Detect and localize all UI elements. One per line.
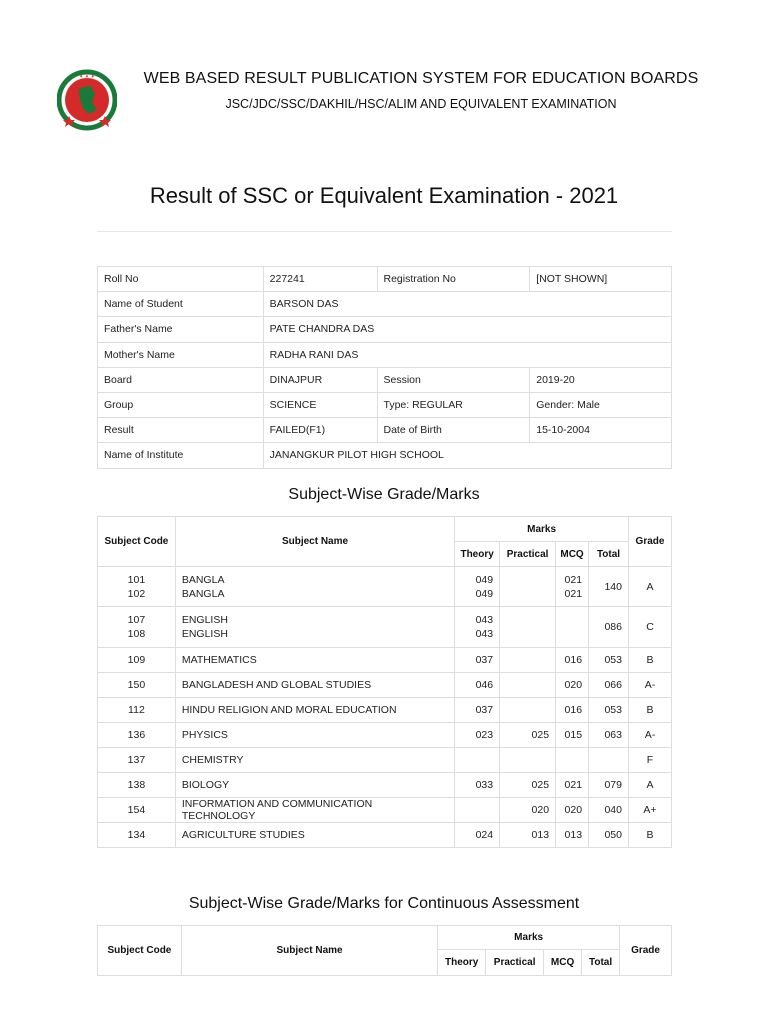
mcq-mark: 021 bbox=[564, 587, 583, 600]
header-practical: Practical bbox=[486, 950, 544, 976]
subject-name-cell bbox=[175, 567, 454, 607]
subject-code: 134 bbox=[98, 823, 176, 848]
total-mark: 040 bbox=[589, 798, 629, 823]
header-mcq: MCQ bbox=[556, 542, 589, 567]
grade-value: B bbox=[629, 823, 672, 848]
grade-value: F bbox=[629, 748, 672, 773]
table-row bbox=[98, 673, 672, 698]
mcq-mark bbox=[556, 748, 589, 773]
table-row bbox=[98, 443, 672, 468]
grades-table bbox=[97, 516, 672, 848]
table-row bbox=[98, 567, 672, 607]
student-name-label: Name of Student bbox=[98, 292, 264, 317]
theory-mark: 037 bbox=[455, 648, 500, 673]
group-label: Group bbox=[98, 392, 264, 417]
grade-value: C bbox=[629, 607, 672, 648]
father-name-label: Father's Name bbox=[98, 317, 264, 342]
table-row bbox=[98, 823, 672, 848]
subject-code: 101 bbox=[127, 573, 146, 586]
subject-name: INFORMATION AND COMMUNICATION TECHNOLOGY bbox=[175, 798, 454, 823]
table-row bbox=[98, 748, 672, 773]
dob-label: Date of Birth bbox=[377, 418, 530, 443]
total-mark: 140 bbox=[589, 567, 629, 607]
table-row bbox=[98, 418, 672, 443]
header-total: Total bbox=[582, 950, 620, 976]
board-value: DINAJPUR bbox=[263, 367, 377, 392]
subject-name: HINDU RELIGION AND MORAL EDUCATION bbox=[175, 698, 454, 723]
subject-code-cell bbox=[98, 607, 176, 648]
practical-mark: 020 bbox=[500, 798, 556, 823]
header-grade: Grade bbox=[620, 926, 672, 976]
table-row bbox=[98, 392, 672, 417]
table-row bbox=[98, 723, 672, 748]
subject-code: 137 bbox=[98, 748, 176, 773]
practical-mark bbox=[500, 567, 556, 607]
subject-name: BANGLADESH AND GLOBAL STUDIES bbox=[175, 673, 454, 698]
theory-cell bbox=[455, 607, 500, 648]
mcq-mark: 020 bbox=[556, 798, 589, 823]
total-mark bbox=[589, 748, 629, 773]
header-subject-name: Subject Name bbox=[181, 926, 437, 976]
practical-mark bbox=[500, 748, 556, 773]
subject-name: AGRICULTURE STUDIES bbox=[175, 823, 454, 848]
table-row bbox=[98, 698, 672, 723]
practical-mark bbox=[500, 648, 556, 673]
theory-mark: 043 bbox=[475, 628, 494, 640]
total-mark: 086 bbox=[589, 607, 629, 648]
subject-name-cell bbox=[175, 607, 454, 648]
student-info-table bbox=[97, 266, 672, 469]
page-title: Result of SSC or Equivalent Examination - 2021 bbox=[149, 183, 619, 208]
theory-mark: 049 bbox=[475, 573, 494, 586]
theory-mark: 049 bbox=[475, 587, 494, 600]
grade-value: A- bbox=[629, 673, 672, 698]
theory-mark bbox=[455, 748, 500, 773]
student-name-value: BARSON DAS bbox=[263, 292, 671, 317]
table-row bbox=[98, 773, 672, 798]
subject-code: 112 bbox=[98, 698, 176, 723]
subject-name: BANGLA bbox=[181, 573, 225, 586]
subject-code: 138 bbox=[98, 773, 176, 798]
total-mark: 063 bbox=[589, 723, 629, 748]
institute-label: Name of Institute bbox=[98, 443, 264, 468]
mcq-mark: 021 bbox=[564, 573, 583, 586]
table-header-row bbox=[98, 517, 672, 542]
subject-name: ENGLISH bbox=[181, 628, 228, 640]
continuous-assessment-table bbox=[97, 925, 672, 976]
practical-mark bbox=[500, 607, 556, 648]
session-value: 2019-20 bbox=[530, 367, 672, 392]
dob-value: 15-10-2004 bbox=[530, 418, 672, 443]
total-mark: 050 bbox=[589, 823, 629, 848]
roll-label: Roll No bbox=[98, 267, 264, 292]
mcq-mark: 013 bbox=[556, 823, 589, 848]
board-label: Board bbox=[98, 367, 264, 392]
practical-mark bbox=[500, 673, 556, 698]
header-marks: Marks bbox=[438, 926, 620, 950]
grade-value: A bbox=[629, 773, 672, 798]
subject-code: 136 bbox=[98, 723, 176, 748]
header-subtitle: JSC/JDC/SSC/DAKHIL/HSC/ALIM AND EQUIVALENT EXAMINATION bbox=[225, 97, 617, 111]
theory-cell bbox=[455, 567, 500, 607]
theory-mark: 043 bbox=[475, 614, 494, 626]
subject-name: BIOLOGY bbox=[175, 773, 454, 798]
practical-mark bbox=[500, 698, 556, 723]
theory-mark: 046 bbox=[455, 673, 500, 698]
subject-name: BANGLA bbox=[181, 587, 225, 600]
theory-mark bbox=[455, 798, 500, 823]
table-row bbox=[98, 292, 672, 317]
ca-section-title: Subject-Wise Grade/Marks for Continuous Assessment bbox=[188, 895, 580, 912]
mcq-cell bbox=[556, 607, 589, 648]
practical-mark: 025 bbox=[500, 723, 556, 748]
header-grade: Grade bbox=[629, 517, 672, 567]
svg-text:✦ ✦ ✦: ✦ ✦ ✦ bbox=[79, 74, 95, 80]
mcq-cell bbox=[556, 567, 589, 607]
header-marks: Marks bbox=[455, 517, 629, 542]
session-label: Session bbox=[377, 367, 530, 392]
registration-value: [NOT SHOWN] bbox=[530, 267, 672, 292]
table-row bbox=[98, 317, 672, 342]
subject-code: 102 bbox=[127, 587, 146, 600]
header-theory: Theory bbox=[438, 950, 486, 976]
practical-mark: 025 bbox=[500, 773, 556, 798]
table-row bbox=[98, 798, 672, 823]
subject-name: PHYSICS bbox=[175, 723, 454, 748]
page-header bbox=[0, 0, 768, 150]
grade-value: B bbox=[629, 648, 672, 673]
theory-mark: 024 bbox=[455, 823, 500, 848]
mother-name-value: RADHA RANI DAS bbox=[263, 342, 671, 367]
mother-name-label: Mother's Name bbox=[98, 342, 264, 367]
grades-section-title: Subject-Wise Grade/Marks bbox=[288, 486, 480, 503]
result-label: Result bbox=[98, 418, 264, 443]
total-mark: 066 bbox=[589, 673, 629, 698]
mcq-mark: 020 bbox=[556, 673, 589, 698]
total-mark: 053 bbox=[589, 648, 629, 673]
subject-name: ENGLISH bbox=[181, 614, 228, 626]
header-subject-code: Subject Code bbox=[98, 926, 182, 976]
table-row bbox=[98, 648, 672, 673]
registration-label: Registration No bbox=[377, 267, 530, 292]
mcq-mark: 016 bbox=[556, 698, 589, 723]
theory-mark: 023 bbox=[455, 723, 500, 748]
subject-code: 108 bbox=[127, 628, 146, 640]
header-practical: Practical bbox=[500, 542, 556, 567]
table-header-row bbox=[98, 926, 672, 950]
table-row bbox=[98, 367, 672, 392]
grade-value: B bbox=[629, 698, 672, 723]
mcq-mark: 015 bbox=[556, 723, 589, 748]
theory-mark: 037 bbox=[455, 698, 500, 723]
grade-value: A+ bbox=[629, 798, 672, 823]
father-name-value: PATE CHANDRA DAS bbox=[263, 317, 671, 342]
government-seal-icon bbox=[57, 66, 117, 138]
divider bbox=[97, 231, 672, 232]
header-subject-code: Subject Code bbox=[98, 517, 176, 567]
mcq-mark: 016 bbox=[556, 648, 589, 673]
subject-code: 107 bbox=[127, 614, 146, 626]
total-mark: 053 bbox=[589, 698, 629, 723]
header-title: WEB BASED RESULT PUBLICATION SYSTEM FOR EDUCATION BOARDS bbox=[143, 70, 699, 87]
header-mcq: MCQ bbox=[544, 950, 582, 976]
subject-code: 109 bbox=[98, 648, 176, 673]
roll-value: 227241 bbox=[263, 267, 377, 292]
gender-value: Gender: Male bbox=[530, 392, 672, 417]
table-row bbox=[98, 267, 672, 292]
result-value: FAILED(F1) bbox=[263, 418, 377, 443]
subject-code-cell bbox=[98, 567, 176, 607]
header-theory: Theory bbox=[455, 542, 500, 567]
total-mark: 079 bbox=[589, 773, 629, 798]
table-row bbox=[98, 342, 672, 367]
mcq-mark: 021 bbox=[556, 773, 589, 798]
theory-mark: 033 bbox=[455, 773, 500, 798]
type-value: Type: REGULAR bbox=[377, 392, 530, 417]
grade-value: A- bbox=[629, 723, 672, 748]
subject-name: MATHEMATICS bbox=[175, 648, 454, 673]
grade-value: A bbox=[629, 567, 672, 607]
header-total: Total bbox=[589, 542, 629, 567]
subject-code: 154 bbox=[98, 798, 176, 823]
group-value: SCIENCE bbox=[263, 392, 377, 417]
institute-value: JANANGKUR PILOT HIGH SCHOOL bbox=[263, 443, 671, 468]
header-subject-name: Subject Name bbox=[175, 517, 454, 567]
subject-code: 150 bbox=[98, 673, 176, 698]
subject-name: CHEMISTRY bbox=[175, 748, 454, 773]
practical-mark: 013 bbox=[500, 823, 556, 848]
table-row bbox=[98, 607, 672, 648]
